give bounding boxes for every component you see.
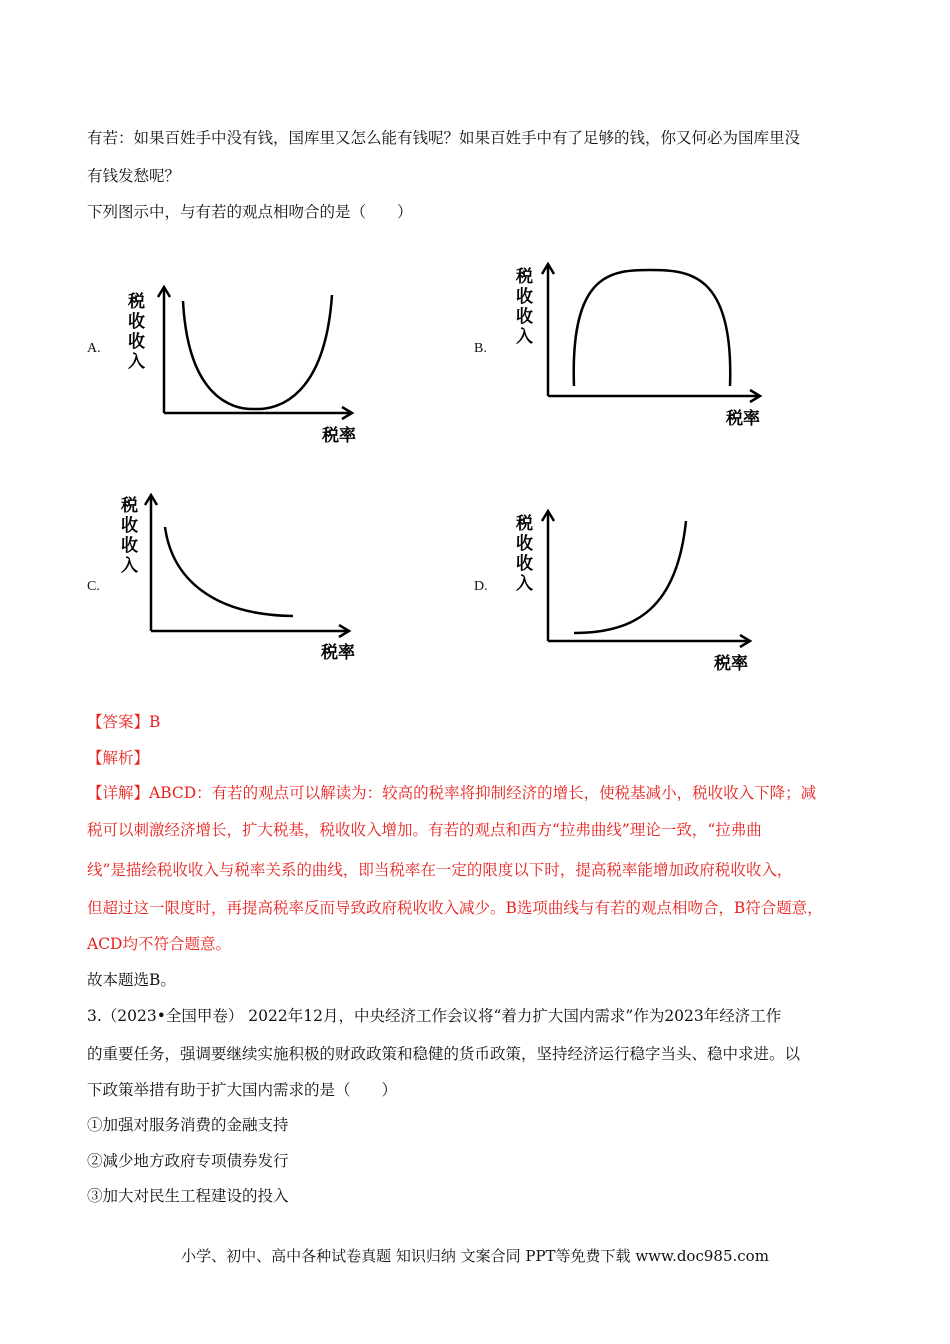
question-stem-line-1: 有若：如果百姓手中没有钱，国库里又怎么能有钱呢？如果百姓手中有了足够的钱，你又何必为国库里没 [87, 129, 801, 147]
y-label-char: 入 [121, 556, 138, 576]
y-label-char: 税 [516, 514, 533, 534]
option-a-graph [120, 285, 400, 450]
detail-line-1 [87, 783, 816, 803]
y-label-char: 入 [516, 327, 533, 347]
y-label-char: 税 [128, 292, 145, 312]
option-a-label: A. [87, 341, 101, 356]
x-axis-label: 税率 [322, 426, 356, 446]
y-axis-label [515, 514, 533, 594]
answer-value: B [149, 713, 161, 731]
increasing-curve [574, 521, 686, 633]
question3-line-1: 3.（2023•全国甲卷） 2022年12月，中央经济工作会议将“着力扩大国内需求”作为2023年经济工作 [87, 1007, 782, 1025]
conclusion: 故本题选B。 [87, 971, 176, 989]
option-b-graph [512, 262, 792, 432]
answer [87, 712, 160, 732]
u-shape-curve [183, 295, 332, 409]
question-prompt: 下列图示中，与有若的观点相吻合的是（ ） [87, 203, 413, 221]
y-label-char: 收 [128, 312, 145, 332]
analysis-tag: 【解析】 [87, 749, 150, 767]
x-axis-label: 税率 [321, 643, 355, 663]
y-label-char: 收 [516, 554, 533, 574]
decreasing-curve [165, 527, 293, 616]
inverted-u-curve [574, 270, 731, 386]
choice-2: ②减少地方政府专项债券发行 [87, 1152, 289, 1170]
option-b-label: B. [474, 341, 487, 356]
y-axis-label [127, 292, 145, 372]
y-label-char: 税 [121, 496, 138, 516]
option-c-label: C. [87, 579, 100, 594]
y-label-char: 收 [516, 307, 533, 327]
y-label-char: 入 [128, 352, 145, 372]
detail-line-2: 税可以刺激经济增长，扩大税基，税收收入增加。有若的观点和西方“拉弗曲线”理论一致，“拉弗曲 [87, 821, 762, 839]
x-axis-label: 税率 [726, 409, 760, 429]
y-label-char: 收 [121, 516, 138, 536]
detail-line-4: 但超过这一限度时，再提高税率反而导致政府税收收入减少。B选项曲线与有若的观点相吻合，B符合题意， [87, 899, 823, 917]
y-label-char: 收 [516, 534, 533, 554]
question-stem-line-2: 有钱发愁呢？ [87, 167, 181, 185]
detail-text: ABCD：有若的观点可以解读为：较高的税率将抑制经济的增长，使税基减小，税收收入下降；减 [149, 784, 817, 802]
option-d-label: D. [474, 579, 488, 594]
answer-tag: 【答案】 [87, 713, 150, 731]
y-label-char: 收 [121, 536, 138, 556]
y-label-char: 收 [128, 332, 145, 352]
y-label-char: 入 [516, 574, 533, 594]
detail-tag: 【详解】 [87, 784, 150, 802]
option-d-graph [512, 507, 782, 677]
y-label-char: 税 [516, 267, 533, 287]
choice-1: ①加强对服务消费的金融支持 [87, 1116, 289, 1134]
question3-line-3: 下政策举措有助于扩大国内需求的是（ ） [87, 1081, 398, 1099]
y-axis-label [515, 267, 533, 347]
y-label-char: 收 [516, 287, 533, 307]
detail-line-3: 线”是描绘税收收入与税率关系的曲线，即当税率在一定的限度以下时，提高税率能增加政府税收收入， [87, 861, 793, 879]
choice-3: ③加大对民生工程建设的投入 [87, 1187, 289, 1205]
question3-line-2: 的重要任务，强调要继续实施积极的财政政策和稳健的货币政策，坚持经济运行稳字当头、稳中求进。以 [87, 1045, 801, 1063]
y-axis-label [120, 496, 138, 576]
page-footer: 小学、初中、高中各种试卷真题 知识归纳 文案合同 PPT等免费下载 www.doc985.com [181, 1247, 769, 1265]
option-c-graph [117, 493, 387, 663]
detail-line-5: ACD均不符合题意。 [87, 935, 231, 953]
x-axis-label: 税率 [714, 654, 748, 674]
